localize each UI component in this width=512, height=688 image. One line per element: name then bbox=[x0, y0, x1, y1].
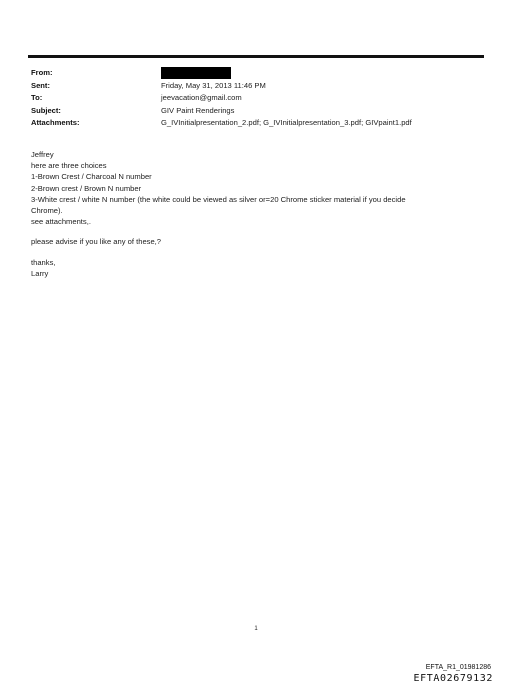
paragraph-gap bbox=[31, 248, 471, 257]
page-number: 1 bbox=[254, 626, 258, 632]
body-line-choice-3-cont: Chrome). bbox=[31, 206, 63, 216]
body-line-thanks: thanks, bbox=[31, 257, 56, 267]
to-label: To: bbox=[31, 93, 43, 102]
email-header bbox=[31, 67, 412, 130]
subject-row bbox=[31, 105, 412, 118]
to-value: jeevacation@gmail.com bbox=[161, 93, 242, 102]
attachments-row bbox=[31, 117, 412, 130]
attachments-value: G_IVInitialpresentation_2.pdf; G_IVInitialpresentation_3.pdf; GIVpaint1.pdf bbox=[161, 118, 412, 127]
from-row bbox=[31, 67, 412, 80]
bates-number-secondary: EFTA02679132 bbox=[413, 673, 493, 684]
sent-value: Friday, May 31, 2013 11:46 PM bbox=[161, 80, 266, 90]
body-line-choice-1: 1-Brown Crest / Charcoal N number bbox=[31, 172, 152, 182]
attachments-label: Attachments: bbox=[31, 118, 80, 127]
from-label: From: bbox=[31, 68, 53, 77]
sent-label: Sent: bbox=[31, 80, 50, 90]
header-divider bbox=[28, 55, 484, 58]
body-line-intro: here are three choices bbox=[31, 161, 107, 171]
sent-row bbox=[31, 80, 412, 93]
bates-number-primary: EFTA_R1_01981286 bbox=[425, 664, 491, 671]
body-line-choice-2: 2-Brown crest / Brown N number bbox=[31, 183, 142, 193]
body-line-advise: please advise if you like any of these,? bbox=[31, 237, 162, 247]
subject-value: GIV Paint Renderings bbox=[161, 105, 235, 115]
body-line-attachments: see attachments,. bbox=[31, 217, 91, 227]
from-value bbox=[161, 67, 231, 80]
body-line-signature: Larry bbox=[31, 268, 49, 278]
to-row bbox=[31, 92, 412, 105]
redaction-bar bbox=[161, 67, 231, 79]
email-body bbox=[31, 149, 471, 279]
paragraph-gap bbox=[31, 227, 471, 236]
subject-label: Subject: bbox=[31, 105, 61, 115]
body-line-choice-3: 3-White crest / white N number (the white could be viewed as silver or=20 Chrome sticker material if you decide bbox=[31, 194, 406, 204]
body-line-greeting: Jeffrey bbox=[31, 150, 54, 159]
